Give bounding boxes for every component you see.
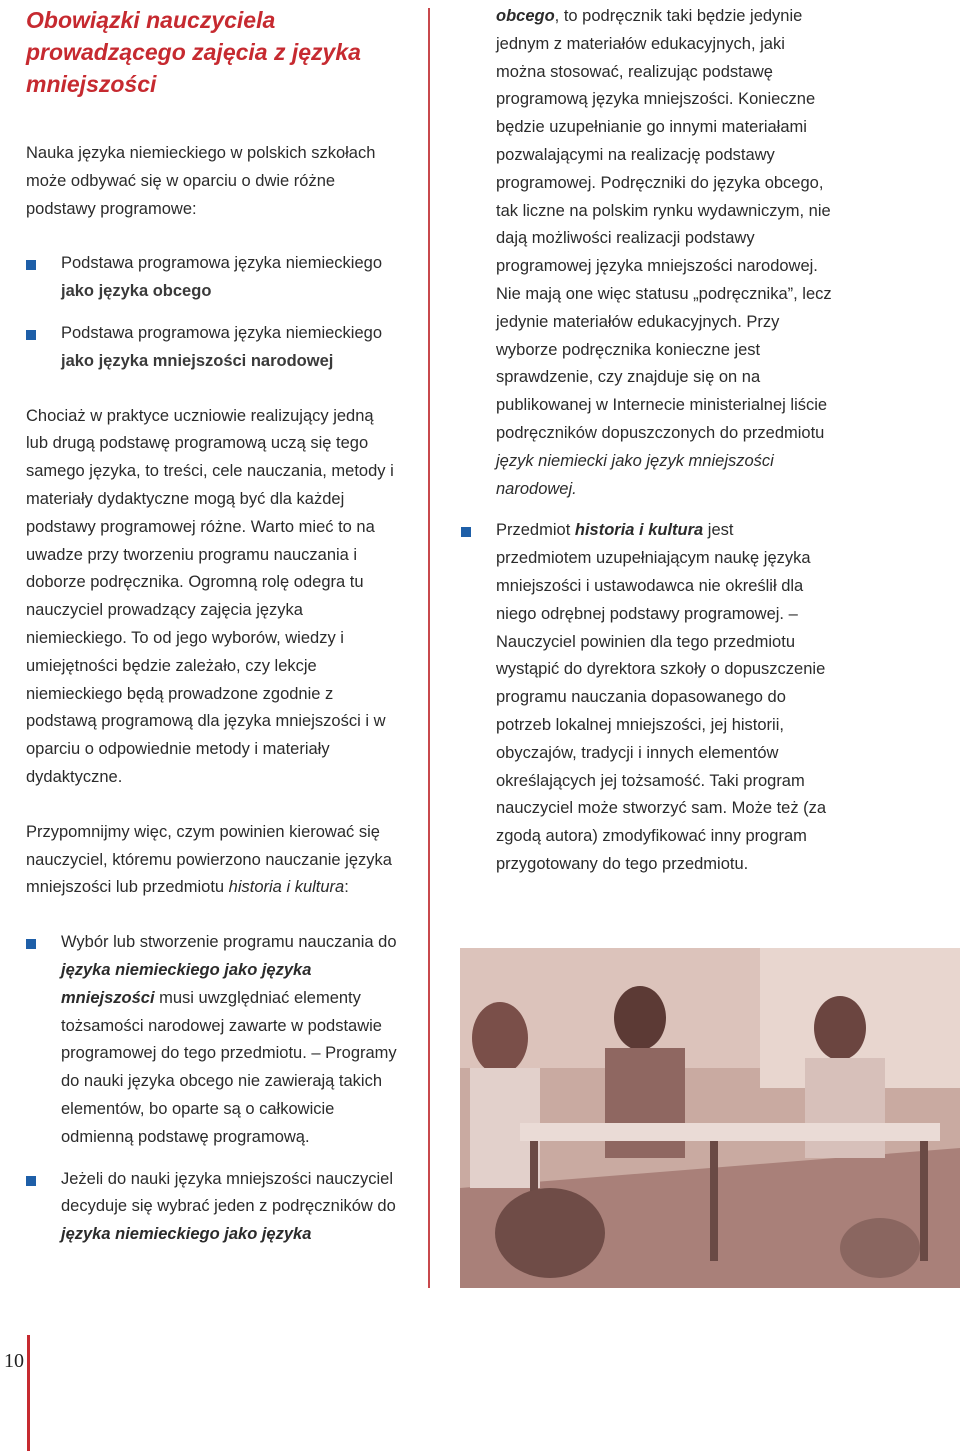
list-item: Jeżeli do nauki języka mniejszości nauczyciel decyduje się wybrać jeden z podręczników do języka niemieckiego jako języka [26,1166,398,1249]
page-title: Obowiązki nauczyciela prowadzącego zajęcia z języka mniejszości [26,7,361,97]
body-paragraph: Chociaż w praktyce uczniowie realizujący jedną lub drugą podstawę programową uczą się tego samego języka, to treści, cele nauczania, metody i materiały dydaktyczne mogą być dla każdej podstawy programowej różne. Warto mieć to na uwadze przy tworzeniu programu nauczania i doborze podręcznika. Ogromną rolę odegra tu nauczyciel prowadzący zajęcia języka niemieckiego. To od jego wyborów, wiedzy i umiejętności będzie zależało, czy lekcje niemieckiego będą prowadzone zgodnie z podstawą programową dla języka mniejszości i w oparciu o odpowiednie metody i materiały dydaktyczne. [26,406,394,786]
list-item: Przedmiot historia i kultura jest przedmiotem uzupełniającym naukę języka mniejszości i ustawodawca nie określił dla niego odrębnej podstawy programowej. – Nauczyciel powinien dla tego przedmiotu wystąpić do dyrektora szkoły o dopuszczenie programu nauczania dopasowanego do potrzeb lokalnej mniejszości, jej historii, obyczajów, tradycji i innych elementów określających jej tożsamość. Taki program nauczyciel może stworzyć sam. Może też (za zgodą autora) zmodyfikować inny program przygotowany do tego przedmiotu. [461,517,832,878]
square-bullet-icon [26,330,36,340]
classroom-photo [460,948,960,1288]
body-paragraph: Przypomnijmy więc, czym powinien kierować się nauczyciel, któremu powierzono nauczanie języka mniejszości lub przedmiotu historia i kultura: [26,822,392,897]
classroom-photo-illustration [460,948,960,1288]
square-bullet-icon [461,527,471,537]
page-number: 10 [4,1350,24,1372]
body-paragraph: obcego, to podręcznik taki będzie jedynie jednym z materiałów edukacyjnych, jaki można stosować, realizując podstawę programową języka mniejszości. Konieczne będzie uzupełnianie go innymi materiałami pozwalającymi na realizację podstawy programowej. Podręczniki do języka obcego, tak liczne na polskim rynku wydawniczym, nie dają możliwości realizacji podstawy programowej języka mniejszości narodowej. Nie mają one więc statusu „podręcznika”, lecz jedynie materiałów edukacyjnych. Przy wyborze podręcznika konieczne jest sprawdzenie, czy znajduje się on na publikowanej w Internecie ministerialnej liście podręczników dopuszczonych do przedmiotu język niemiecki jako język mniejszości narodowej. [496,7,832,498]
square-bullet-icon [26,939,36,949]
list-item: Podstawa programowa języka niemieckiego jako języka mniejszości narodowej [26,320,398,376]
list-item: Podstawa programowa języka niemieckiego jako języka obcego [26,250,398,306]
page-number-bar [27,1335,30,1451]
square-bullet-icon [26,260,36,270]
square-bullet-icon [26,1176,36,1186]
intro-paragraph: Nauka języka niemieckiego w polskich szkołach może odbywać się w oparciu o dwie różne podstawy programowe: [26,144,376,218]
list-item: Wybór lub stworzenie programu nauczania do języka niemieckiego jako języka mniejszości musi uwzględniać elementy tożsamości narodowej zawarte w podstawie programowej do tego przedmiotu. – Programy do nauki języka obcego nie zawierają takich elementów, bo oparte są o całkowicie odmienną podstawę programową. [26,929,398,1151]
column-divider [428,8,430,1288]
right-column [496,3,832,879]
left-column [26,140,398,1249]
